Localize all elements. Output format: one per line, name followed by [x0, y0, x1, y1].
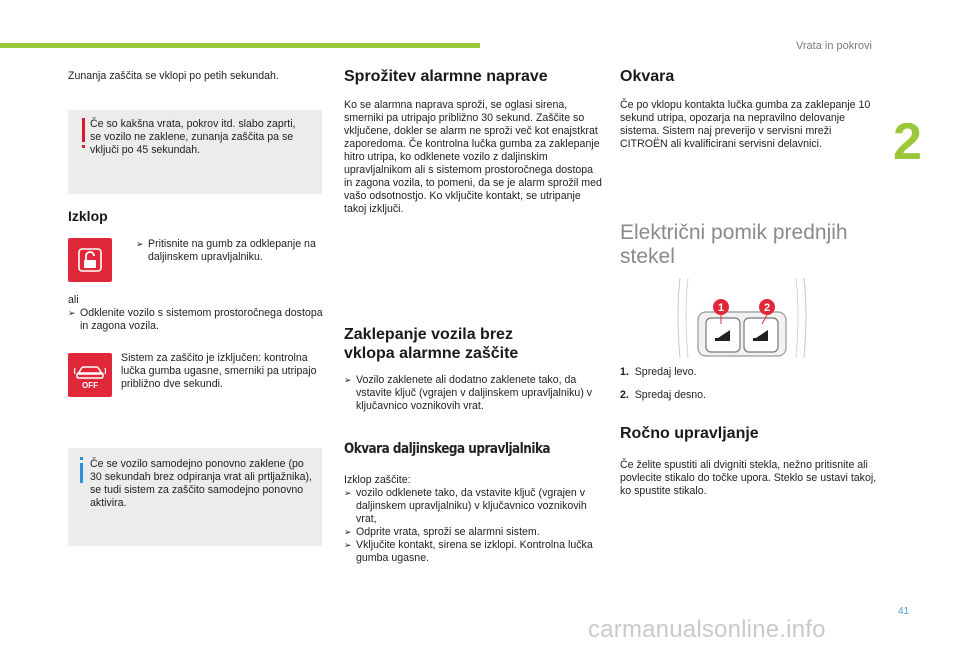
remote-steps [344, 487, 600, 565]
bullet-icon: ➢ [68, 308, 76, 318]
alarm-heading: Sprožitev alarmne naprave [344, 68, 548, 85]
windows-heading: Električni pomik prednjih stekel [620, 221, 848, 268]
info-icon [80, 457, 83, 460]
warning-icon [82, 118, 85, 142]
ali-text: ali [68, 294, 79, 306]
list-item: ➢ Vključite kontakt, sirena se izklopi. Kontrolna lučka gumba ugasne. [344, 539, 593, 564]
chapter-number: 2 [893, 113, 922, 171]
section-title: Vrata in pokrovi [795, 40, 872, 52]
bullet-icon: ➢ [344, 540, 352, 550]
ali-step: ➢ Odklenite vozilo s sistemom prostoročnega dostopa in zagona vozila. [68, 307, 323, 332]
bullet-icon: ➢ [344, 527, 352, 537]
bullet-icon: ➢ [344, 375, 352, 385]
unlock-remote-icon [68, 238, 112, 282]
info-box [68, 448, 322, 546]
izklop-heading: Izklop [68, 208, 108, 224]
svg-text:2: 2 [763, 302, 771, 314]
manual-heading: Ročno upravljanje [620, 425, 759, 442]
izklop-step: ➢ Pritisnite na gumb za odklepanje na daljinskem upravljalniku. [136, 238, 316, 263]
list-item: ➢ Odprite vrata, sproži se alarmni sistem. [344, 526, 540, 538]
svg-text:1: 1 [717, 302, 725, 314]
intro-text: Zunanja zaščita se vklopi po petih sekundah. [68, 70, 279, 82]
alarm-text: Ko se alarmna naprava sproži, se oglasi sirena, smerniki pa utripajo približno 30 sekund. Zaščite so vključene, dokler se alarm ne sproži več kot enajstkrat zaporedoma. Če kontrolna lučka gumba za zaklepanje hitro utripa, ko odklenete vozilo z daljinskim upravljalnikom ali s sistemom prostoročnega dostopa in zagona vozila, to pomeni, da se je alarm sprožil med vašo odsotnostjo. Ko vključite kontakt, se utripanje takoj izključi. [344, 99, 602, 215]
fault-text: Če po vklopu kontakta lučka gumba za zaklepanje 10 sekund utripa, opozarja na nepravilno delovanje sistema. Sistem naj preverijo v servisni mreži CITROËN ali kvalificirani servisni delavnici. [620, 99, 871, 150]
remote-intro: Izklop zaščite: [344, 474, 411, 486]
remote-fault-heading: Okvara daljinskega upravljalnika [344, 441, 551, 457]
warning-text: Če so kakšna vrata, pokrov itd. slabo zaprti, se vozilo ne zaklene, zunanja zaščita pa se vključi po 45 sekundah. [90, 118, 296, 156]
fault-heading: Okvara [620, 68, 675, 85]
lock-step: ➢ Vozilo zaklenete ali dodatno zaklenete tako, da vstavite ključ (vgrajen v daljinskem upravljalniku) v ključavnico voznikovih vrat. [344, 374, 593, 412]
warning-box [68, 110, 322, 194]
list-item: ➢ vozilo odklenete tako, da vstavite ključ (vgrajen v daljinskem upravljalniku) v ključavnico voznikovih vrat, [344, 487, 587, 525]
page-number: 41 [898, 606, 910, 617]
legend-item-1: 1. Spredaj levo. [620, 366, 697, 378]
bullet-icon: ➢ [344, 488, 352, 498]
manual-text: Če želite spustiti ali dvigniti stekla, nežno pritisnite ali povlecite stikalo do točke upora. Steklo se ustavi takoj, ko spustite stikalo. [620, 459, 877, 497]
lock-heading: Zaklepanje vozila brez vklopa alarmne zaščite [344, 326, 519, 362]
bullet-icon: ➢ [136, 239, 144, 249]
legend-item-2: 2. Spredaj desno. [620, 389, 706, 401]
header-accent-bar [0, 43, 480, 48]
info-text: Če se vozilo samodejno ponovno zaklene (po 30 sekundah brez odpiranja vrat ali prtljažnika), se tudi sistem za zaščito samodejno ponovno aktivira. [90, 458, 313, 509]
alarm-off-icon [68, 353, 112, 397]
off-label: OFF [82, 381, 98, 390]
watermark: carmanualsonline.info [588, 616, 826, 643]
window-switch-diagram [674, 274, 810, 360]
off-text: Sistem za zaščito je izključen: kontrolna lučka gumba ugasne, smerniki pa utripajo približno dve sekundi. [121, 352, 317, 390]
